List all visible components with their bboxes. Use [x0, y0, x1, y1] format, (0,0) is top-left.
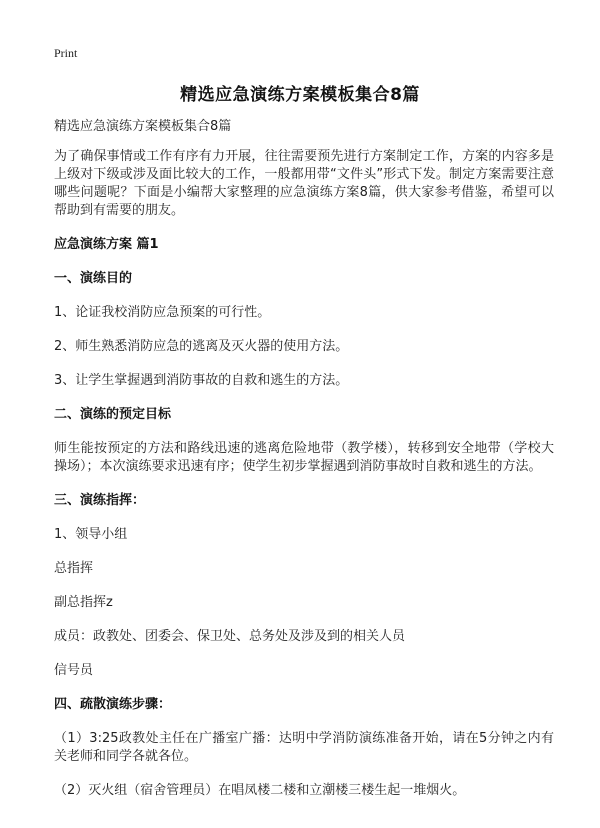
intro-paragraph: 为了确保事情或工作有序有力开展，往往需要预先进行方案制定工作，方案的内容多是上级对下级或涉及面比较大的工作，一般都用带“文件头”形式下发。制定方案需要注意哪些问题呢？下面是小编帮大家整理的应急演练方案8篇，供大家参考借鉴，希望可以帮助到有需要的朋友。 [54, 149, 554, 218]
command-item: 副总指挥z [54, 595, 113, 610]
document-title: 精选应急演练方案模板集合8篇 [180, 85, 420, 105]
goal-heading: 二、演练的预定目标 [54, 407, 172, 422]
step-item: （2）灭火组（宿舍管理员）在唱凤楼二楼和立潮楼三楼生起一堆烟火。 [54, 783, 466, 798]
command-item: 成员：政教处、团委会、保卫处、总务处及涉及到的相关人员 [54, 629, 406, 644]
purpose-item: 2、师生熟悉消防应急的逃离及灭火器的使用方法。 [54, 339, 349, 354]
goal-paragraph: 师生能按预定的方法和路线迅速的逃离危险地带（教学楼），转移到安全地带（学校大操场）；本次演练要求迅速有序；使学生初步掌握遇到消防事故时自救和逃生的方法。 [54, 441, 554, 474]
command-item: 信号员 [54, 663, 94, 678]
command-item: 总指挥 [54, 561, 94, 576]
command-item: 1、领导小组 [54, 527, 128, 542]
purpose-item: 3、让学生掌握遇到消防事故的自救和逃生的方法。 [54, 373, 349, 388]
document-subtitle: 精选应急演练方案模板集合8篇 [54, 119, 232, 134]
command-heading: 三、演练指挥： [54, 493, 146, 508]
print-label: Print [54, 46, 78, 60]
steps-heading: 四、疏散演练步骤： [54, 697, 172, 712]
purpose-heading: 一、演练目的 [54, 271, 133, 286]
purpose-item: 1、论证我校消防应急预案的可行性。 [54, 305, 271, 320]
step-item: （1）3:25政教处主任在广播室广播：达明中学消防演练准备开始，请在5分钟之内有关老师和同学各就各位。 [54, 731, 554, 764]
document-body [54, 118, 554, 816]
section-heading: 应急演练方案 篇1 [54, 237, 159, 252]
